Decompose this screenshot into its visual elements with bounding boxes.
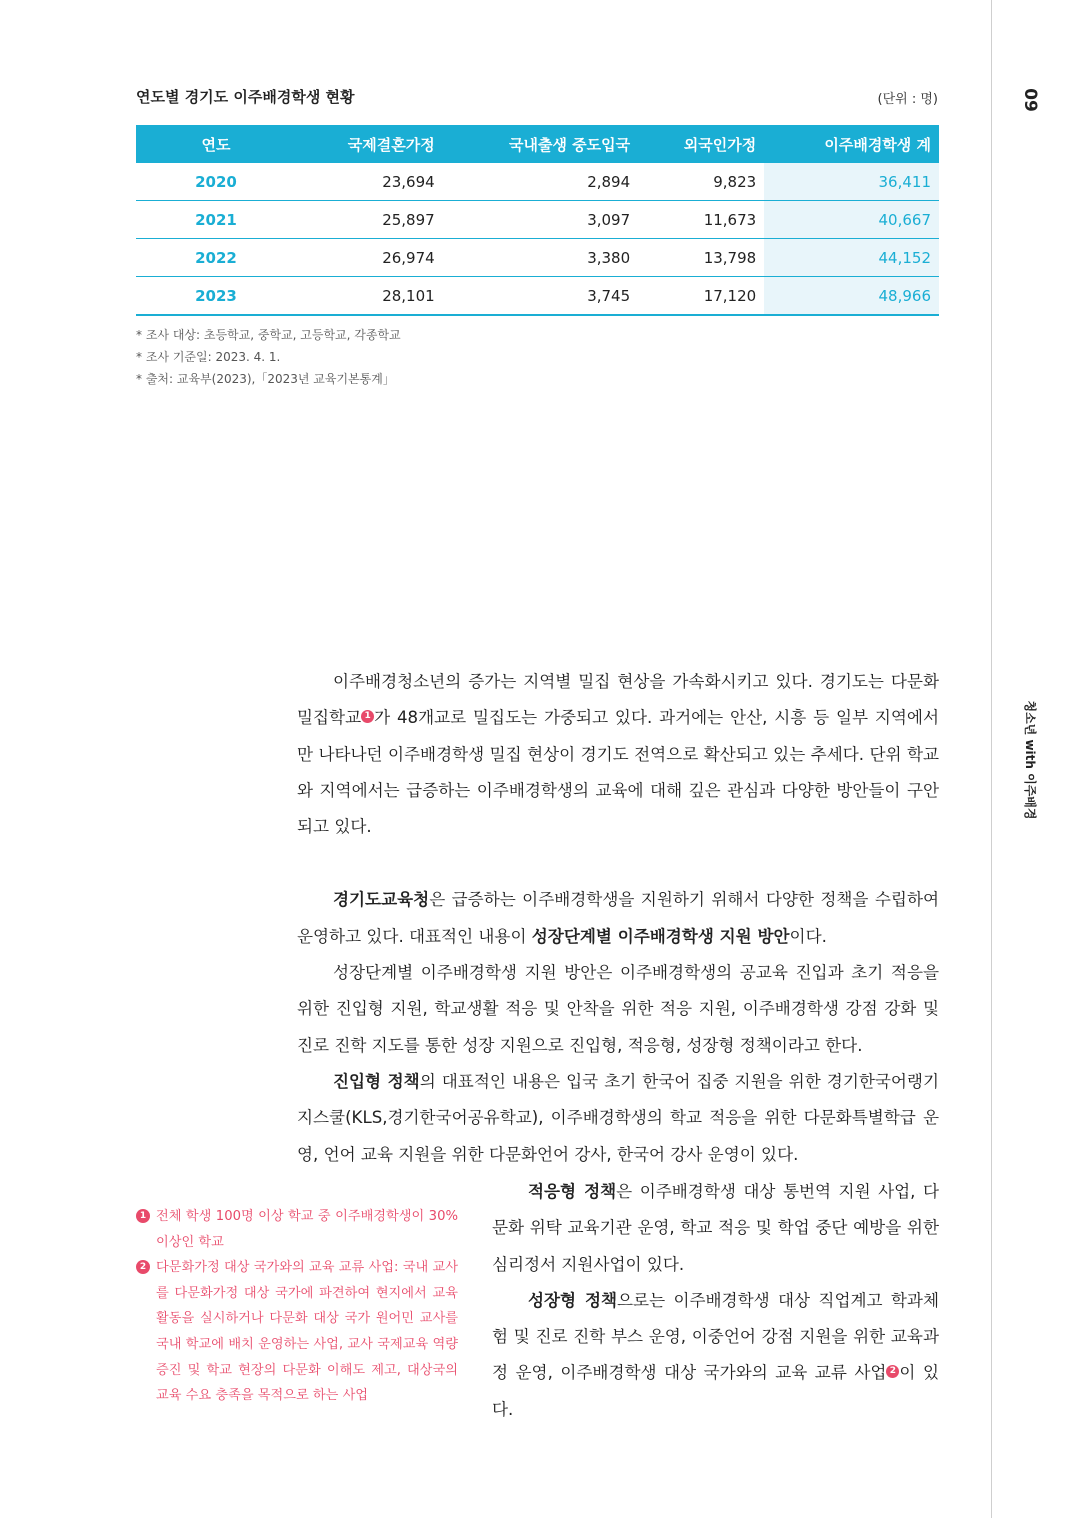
emphasis: 성장단계별 이주배경학생 지원 방안 [531,926,790,946]
right-column-text [492,1174,939,1428]
cell-year: 2020 [136,163,296,201]
paragraph: 경기도교육청은 급증하는 이주배경학생을 지원하기 위해서 다양한 정책을 수립하여 운영하고 있다. 대표적인 내용이 성장단계별 이주배경학생 지원 방안이다. [297,890,939,946]
emphasis: 성장형 정책 [528,1290,618,1310]
table-row [136,163,939,201]
side-rule [991,0,992,1518]
cell-value: 3,097 [443,201,638,239]
page-number: 09 [1020,88,1040,112]
footnote-text: 전체 학생 100명 이상 학교 중 이주배경학생이 30% 이상인 학교 [156,1209,458,1250]
table-header-row [136,125,939,163]
cell-value: 2,894 [443,163,638,201]
cell-value: 17,120 [638,277,764,316]
emphasis: 진입형 정책 [333,1071,420,1091]
cell-value: 3,380 [443,239,638,277]
note-survey-target: * 조사 대상: 초등학교, 중학교, 고등학교, 각종학교 [136,328,401,342]
footnote-text: 다문화가정 대상 국가와의 교육 교류 사업: 국내 교사를 다문화가정 대상 국가에 파견하여 현지에서 교육 활동을 실시하거나 다문화 대상 국가 원어민 교사를 국내 학교에 배치 운영하는 사업, 교사 국제교육 역량 증진 및 학교 현장의 다문화 이해도 제고, 대상국의 교육 수요 충족을 목적으로 하는 사업 [156,1260,458,1404]
cell-total: 48,966 [764,277,939,316]
cell-value: 25,897 [296,201,443,239]
footnotes [136,1204,458,1409]
header-total: 이주배경학생 계 [764,125,939,163]
cell-value: 26,974 [296,239,443,277]
cell-value: 11,673 [638,201,764,239]
body-text [297,664,939,1173]
note-source: * 출처: 교육부(2023),「2023년 교육기본통계」 [136,372,395,386]
cell-total: 40,667 [764,201,939,239]
header-domestic-born: 국내출생 중도입국 [443,125,638,163]
cell-value: 23,694 [296,163,443,201]
emphasis: 경기도교육청 [333,890,430,910]
cell-year: 2022 [136,239,296,277]
cell-value: 28,101 [296,277,443,316]
paragraph: 성장단계별 이주배경학생 지원 방안은 이주배경학생의 공교육 진입과 초기 적응을 위한 진입형 지원, 학교생활 적응 및 안착을 위한 적응 지원, 이주배경학생 강점 강화 및 진로 진학 지도를 통한 성장 지원으로 진입형, 적응형, 성장형 정책이라고 한다. [297,963,939,1055]
section-label: 청소년 with 이주배경 [1023,700,1037,820]
table-row [136,277,939,316]
cell-value: 13,798 [638,239,764,277]
paragraph: 적응형 정책은 이주배경학생 대상 통번역 지원 사업, 다문화 위탁 교육기관 운영, 학교 적응 및 학업 중단 예방을 위한 심리정서 지원사업이 있다. [492,1182,939,1274]
paragraph: 이주배경청소년의 증가는 지역별 밀집 현상을 가속화시키고 있다. 경기도는 다문화 밀집학교 1 가 48개교로 밀집도는 가중되고 있다. 과거에는 안산, 시흥 등 일부 지역에서만 나타나던 이주배경학생 밀집 현상이 경기도 전역으로 확산되고 있는 추세다. 단위 학교와 지역에서는 급증하는 이주배경학생의 교육에 대해 깊은 관심과 다양한 방안들이 구안되고 있다. [297,672,939,837]
paragraph: 진입형 정책의 대표적인 내용은 입국 초기 한국어 집중 지원을 위한 경기한국어랭기지스쿨(KLS,경기한국어공유학교), 이주배경학생의 학교 적응을 위한 다문화특별학급 운영, 언어 교육 지원을 위한 다문화언어 강사, 한국어 강사 운영이 있다. [297,1071,939,1164]
cell-year: 2021 [136,201,296,239]
footnote-number: 1 [136,1209,150,1223]
header-year: 연도 [136,125,296,163]
table-title: 연도별 경기도 이주배경학생 현황 [136,88,355,106]
cell-total: 36,411 [764,163,939,201]
header-foreign-family: 외국인가정 [638,125,764,163]
table-row [136,201,939,239]
stats-table [136,125,939,316]
paragraph: 성장형 정책으로는 이주배경학생 대상 직업계고 학과체험 및 진로 진학 부스 운영, 이중언어 강점 지원을 위한 교육과정 운영, 이주배경학생 대상 국가와의 교육 교류 사업 2 이 있다. [492,1290,939,1419]
footnote-number: 2 [136,1260,150,1274]
table-notes [136,324,401,390]
footnote-ref-1: 1 [361,710,374,723]
cell-value: 3,745 [443,277,638,316]
note-survey-date: * 조사 기준일: 2023. 4. 1. [136,350,281,364]
cell-value: 9,823 [638,163,764,201]
table-unit: (단위 : 명) [877,92,938,107]
footnote [136,1255,458,1409]
cell-total: 44,152 [764,239,939,277]
cell-year: 2023 [136,277,296,316]
footnote-ref-2: 2 [886,1365,899,1378]
table-row [136,239,939,277]
footnote [136,1204,458,1255]
header-intl-marriage: 국제결혼가정 [296,125,443,163]
emphasis: 적응형 정책 [528,1182,617,1201]
